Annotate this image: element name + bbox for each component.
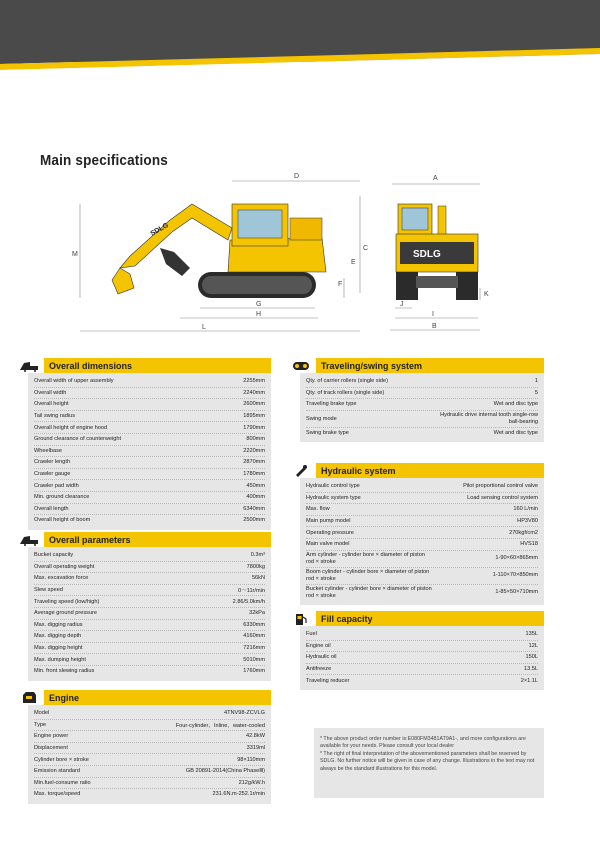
spec-value: Wet and disc type	[493, 401, 538, 408]
overall-parameters-table	[28, 547, 271, 681]
spec-value: 98×110mm	[237, 756, 265, 763]
dim-label-b: B	[432, 323, 437, 330]
spec-row	[34, 562, 265, 574]
dim-label-d: D	[294, 173, 300, 180]
spec-row	[34, 666, 265, 677]
spec-label: Slew speed	[34, 587, 63, 594]
spec-label: Fuel	[306, 631, 317, 638]
spec-value: 1-110×70×850mm	[492, 572, 538, 579]
spec-label: Main valve model	[306, 541, 350, 548]
spec-value: 3319ml	[246, 745, 265, 752]
spec-value: Four-cylinder，Inline，water-cooled	[175, 722, 265, 729]
spec-row	[34, 492, 265, 504]
spec-row	[34, 585, 265, 597]
spec-label: Hydraulic system type	[306, 494, 361, 501]
spec-label: Type	[34, 721, 47, 728]
spec-label: Qty. of carrier rollers (single side)	[306, 378, 388, 385]
spec-label: Main pump model	[306, 518, 351, 525]
spec-row	[34, 608, 265, 620]
section-title: Overall parameters	[44, 532, 271, 547]
fill-capacity-table	[300, 626, 544, 690]
spec-label: Min. front slewing radius	[34, 668, 95, 675]
spec-label: Max. excavation force	[34, 575, 89, 582]
spec-value: 1-85×50×710mm	[495, 589, 538, 596]
hydraulic-icon	[286, 463, 316, 478]
spec-value: 12L	[528, 642, 538, 649]
spec-row	[306, 664, 538, 676]
boom-brand-text: SDLG	[149, 221, 170, 238]
track-icon	[286, 358, 316, 373]
spec-row	[306, 399, 538, 411]
spec-value: 2255mm	[243, 378, 265, 385]
engine-icon	[14, 690, 44, 705]
spec-value: 2220mm	[243, 447, 265, 454]
spec-row	[306, 516, 538, 528]
spec-label: Crawler gauge	[34, 471, 71, 478]
spec-value: Hydraulic drive internal tooth single-row ball-bearing	[440, 412, 538, 425]
spec-label: Average ground pressure	[34, 610, 98, 617]
spec-row	[306, 376, 538, 388]
front-brand-text: SDLG	[413, 249, 441, 260]
spec-row	[34, 596, 265, 608]
spec-row	[34, 399, 265, 411]
spec-row	[34, 754, 265, 766]
spec-row	[306, 388, 538, 400]
spec-row	[34, 743, 265, 755]
spec-label: Max. digging height	[34, 645, 83, 652]
spec-value: 2600mm	[243, 401, 265, 408]
spec-label: Model	[34, 710, 50, 717]
spec-label: Emission standard	[34, 768, 81, 775]
spec-label: Bucket capacity	[34, 552, 74, 559]
spec-row	[306, 428, 538, 439]
dim-label-h: H	[256, 311, 262, 318]
header-stripe	[0, 44, 600, 70]
spec-value: 6330mm	[243, 621, 265, 628]
spec-label: Overall operating weight	[34, 563, 95, 570]
spec-row	[306, 411, 538, 428]
spec-label: Engine power	[34, 733, 69, 740]
spec-label: Crawler pad width	[34, 482, 79, 489]
dim-label-m: M	[72, 251, 78, 258]
spec-row	[34, 422, 265, 434]
spec-label: Hydraulic control type	[306, 483, 360, 490]
fill-capacity-section	[286, 611, 544, 690]
spec-value: 2240mm	[243, 389, 265, 396]
note-text: * The right of final interpretation of the abovementioned parameters shall be reserved by SDLG. No further notice will be given in case of any change. Illustrations in the text may not always be the standard illustrations for this model.	[320, 750, 535, 772]
spec-row	[306, 493, 538, 505]
spec-label: Traveling speed (low/high)	[34, 598, 100, 605]
spec-label: Max. torque/speed	[34, 791, 81, 798]
spec-row	[34, 504, 265, 516]
spec-row	[306, 539, 538, 551]
dim-label-i: I	[432, 311, 434, 318]
spec-row	[34, 480, 265, 492]
spec-label: Tail swing radius	[34, 413, 76, 420]
dim-label-k: K	[484, 291, 489, 298]
section-title: Fill capacity	[316, 611, 544, 626]
spec-label: Wheelbase	[34, 447, 62, 454]
spec-value: 4TNV98-ZCVLG	[223, 710, 265, 717]
spec-value: 450mm	[246, 482, 265, 489]
spec-value: Pilot proportional control valve	[463, 483, 538, 490]
section-title: Engine	[44, 690, 271, 705]
spec-label: Traveling brake type	[306, 401, 357, 408]
spec-label: Arm cylinder - cylinder bore × diameter of piston rod × stroke	[306, 552, 425, 565]
dim-label-g: G	[256, 301, 262, 308]
spec-value: 1	[534, 378, 538, 385]
spec-value: 4160mm	[243, 633, 265, 640]
spec-value: 5	[534, 389, 538, 396]
spec-value: 13.5L	[524, 666, 538, 673]
spec-row	[306, 629, 538, 641]
spec-row	[34, 766, 265, 778]
spec-row	[306, 481, 538, 493]
spec-value: 2500mm	[243, 517, 265, 524]
section-title: Overall dimensions	[44, 358, 271, 373]
spec-label: Ground clearance of counterweight	[34, 436, 122, 443]
spec-row	[34, 411, 265, 423]
spec-row	[34, 731, 265, 743]
spec-label: Hydraulic oil	[306, 654, 337, 661]
traveling-swing-table	[300, 373, 544, 442]
spec-label: Traveling reducer	[306, 677, 350, 684]
spec-label: Boom cylinder - cylinder bore × diameter of piston rod × stroke	[306, 569, 430, 582]
excavator-icon	[14, 532, 44, 547]
spec-value: 1790mm	[243, 424, 265, 431]
dim-label-e: E	[351, 259, 356, 266]
spec-row	[34, 720, 265, 732]
spec-label: Qty. of track rollers (single side)	[306, 389, 385, 396]
spec-row	[34, 643, 265, 655]
spec-row	[34, 469, 265, 481]
spec-label: Operating pressure	[306, 529, 354, 536]
spec-value: 6340mm	[243, 505, 265, 512]
spec-row	[306, 504, 538, 516]
hydraulic-system-section	[286, 463, 544, 605]
spec-row	[34, 434, 265, 446]
spec-label: Overall width	[34, 389, 67, 396]
spec-value: Wet and disc type	[493, 430, 538, 437]
spec-label: Max. digging radius	[34, 621, 83, 628]
spec-value: 270kgf/cm2	[509, 529, 538, 536]
dim-label-f: F	[338, 281, 343, 288]
spec-row	[306, 568, 538, 585]
dim-label-c: C	[363, 245, 369, 252]
spec-row	[34, 778, 265, 790]
spec-value: 42.8kW	[246, 733, 265, 740]
dim-label-l: L	[202, 324, 206, 331]
spec-value: 231.6N.m-252.1r/min	[212, 791, 265, 798]
spec-value: 212g/kW.h	[238, 779, 265, 786]
spec-value: 1895mm	[243, 413, 265, 420]
spec-label: Max. dumping height	[34, 656, 86, 663]
spec-value: 5010mm	[243, 656, 265, 663]
spec-row	[34, 376, 265, 388]
spec-value: 0.3m³	[250, 552, 265, 559]
overall-dimensions-table	[28, 373, 271, 530]
spec-row	[306, 527, 538, 539]
spec-value: 0～11r/min	[238, 588, 265, 595]
spec-row	[34, 654, 265, 666]
front-view	[390, 175, 489, 330]
spec-value: 2.86/5.0km/h	[232, 598, 265, 605]
excavator-icon	[14, 358, 44, 373]
spec-label: Overall height	[34, 401, 69, 408]
spec-row	[34, 457, 265, 469]
spec-value: 135L	[525, 631, 538, 638]
spec-value: 160 L/min	[513, 506, 538, 513]
spec-row	[34, 446, 265, 458]
spec-value: 32kPa	[249, 610, 265, 617]
section-title: Traveling/swing system	[316, 358, 544, 373]
spec-label: Overall length	[34, 505, 69, 512]
spec-row	[34, 789, 265, 800]
side-view	[72, 173, 368, 331]
spec-row	[306, 551, 538, 568]
spec-value: 1760mm	[243, 668, 265, 675]
spec-label: Overall height of boom	[34, 517, 91, 524]
engine-section	[14, 690, 271, 804]
spec-value: 150L	[525, 654, 538, 661]
page-title: Main specifications	[40, 152, 168, 169]
traveling-swing-section	[286, 358, 544, 442]
notes-box	[314, 728, 544, 798]
spec-label: Max. digging depth	[34, 633, 82, 640]
spec-row	[34, 573, 265, 585]
spec-value: 7800kg	[246, 563, 265, 570]
spec-value: 2×1.1L	[520, 677, 538, 684]
spec-row	[34, 550, 265, 562]
excavator-dimension-diagram	[60, 168, 540, 338]
spec-value: HP3V80	[517, 518, 538, 525]
spec-row	[306, 652, 538, 664]
spec-label: Engine oil	[306, 642, 331, 649]
spec-row	[34, 708, 265, 720]
spec-row	[34, 388, 265, 400]
spec-value: 56kN	[251, 575, 265, 582]
section-title: Hydraulic system	[316, 463, 544, 478]
spec-label: Displacement	[34, 745, 68, 752]
spec-value: Load sensing control system	[467, 494, 538, 501]
spec-value: 800mm	[246, 436, 265, 443]
overall-dimensions-section	[14, 358, 271, 530]
spec-label: Min.fuel-consume ratio	[34, 779, 91, 786]
spec-label: Overall width of upper assembly	[34, 378, 114, 385]
spec-row	[34, 631, 265, 643]
dim-label-a: A	[433, 175, 438, 182]
hydraulic-system-table	[300, 478, 544, 605]
spec-label: Swing mode	[306, 415, 337, 422]
spec-row	[306, 641, 538, 653]
spec-value: HVS18	[520, 541, 538, 548]
spec-label: Overall height of engine hood	[34, 424, 108, 431]
spec-label: Swing brake type	[306, 430, 349, 437]
spec-value: 400mm	[246, 494, 265, 501]
spec-label: Max. flow	[306, 506, 330, 513]
dim-label-j: J	[400, 301, 404, 308]
spec-label: Antifreeze	[306, 666, 332, 673]
spec-row	[306, 675, 538, 686]
spec-label: Bucket cylinder - cylinder bore × diameter of piston rod × stroke	[306, 586, 432, 599]
spec-row	[34, 620, 265, 632]
fuel-pump-icon	[286, 611, 316, 626]
spec-row	[306, 585, 538, 601]
spec-label: Crawler length	[34, 459, 71, 466]
spec-label: Min. ground clearance	[34, 494, 90, 501]
spec-label: Cylinder bore × stroke	[34, 756, 89, 763]
engine-table	[28, 705, 271, 804]
spec-value: 2870mm	[243, 459, 265, 466]
spec-value: 1780mm	[243, 471, 265, 478]
spec-value: 7216mm	[243, 645, 265, 652]
spec-value: GB 20891-2014(China PhaseⅢ)	[185, 768, 265, 775]
note-text: * The above product order number is:E080FM3481AT9A1-, and more configurations are available for your needs. Please consult your local dealer	[320, 736, 526, 750]
spec-row	[34, 515, 265, 526]
overall-parameters-section	[14, 532, 271, 681]
spec-value: 1-90×60×865mm	[495, 555, 538, 562]
